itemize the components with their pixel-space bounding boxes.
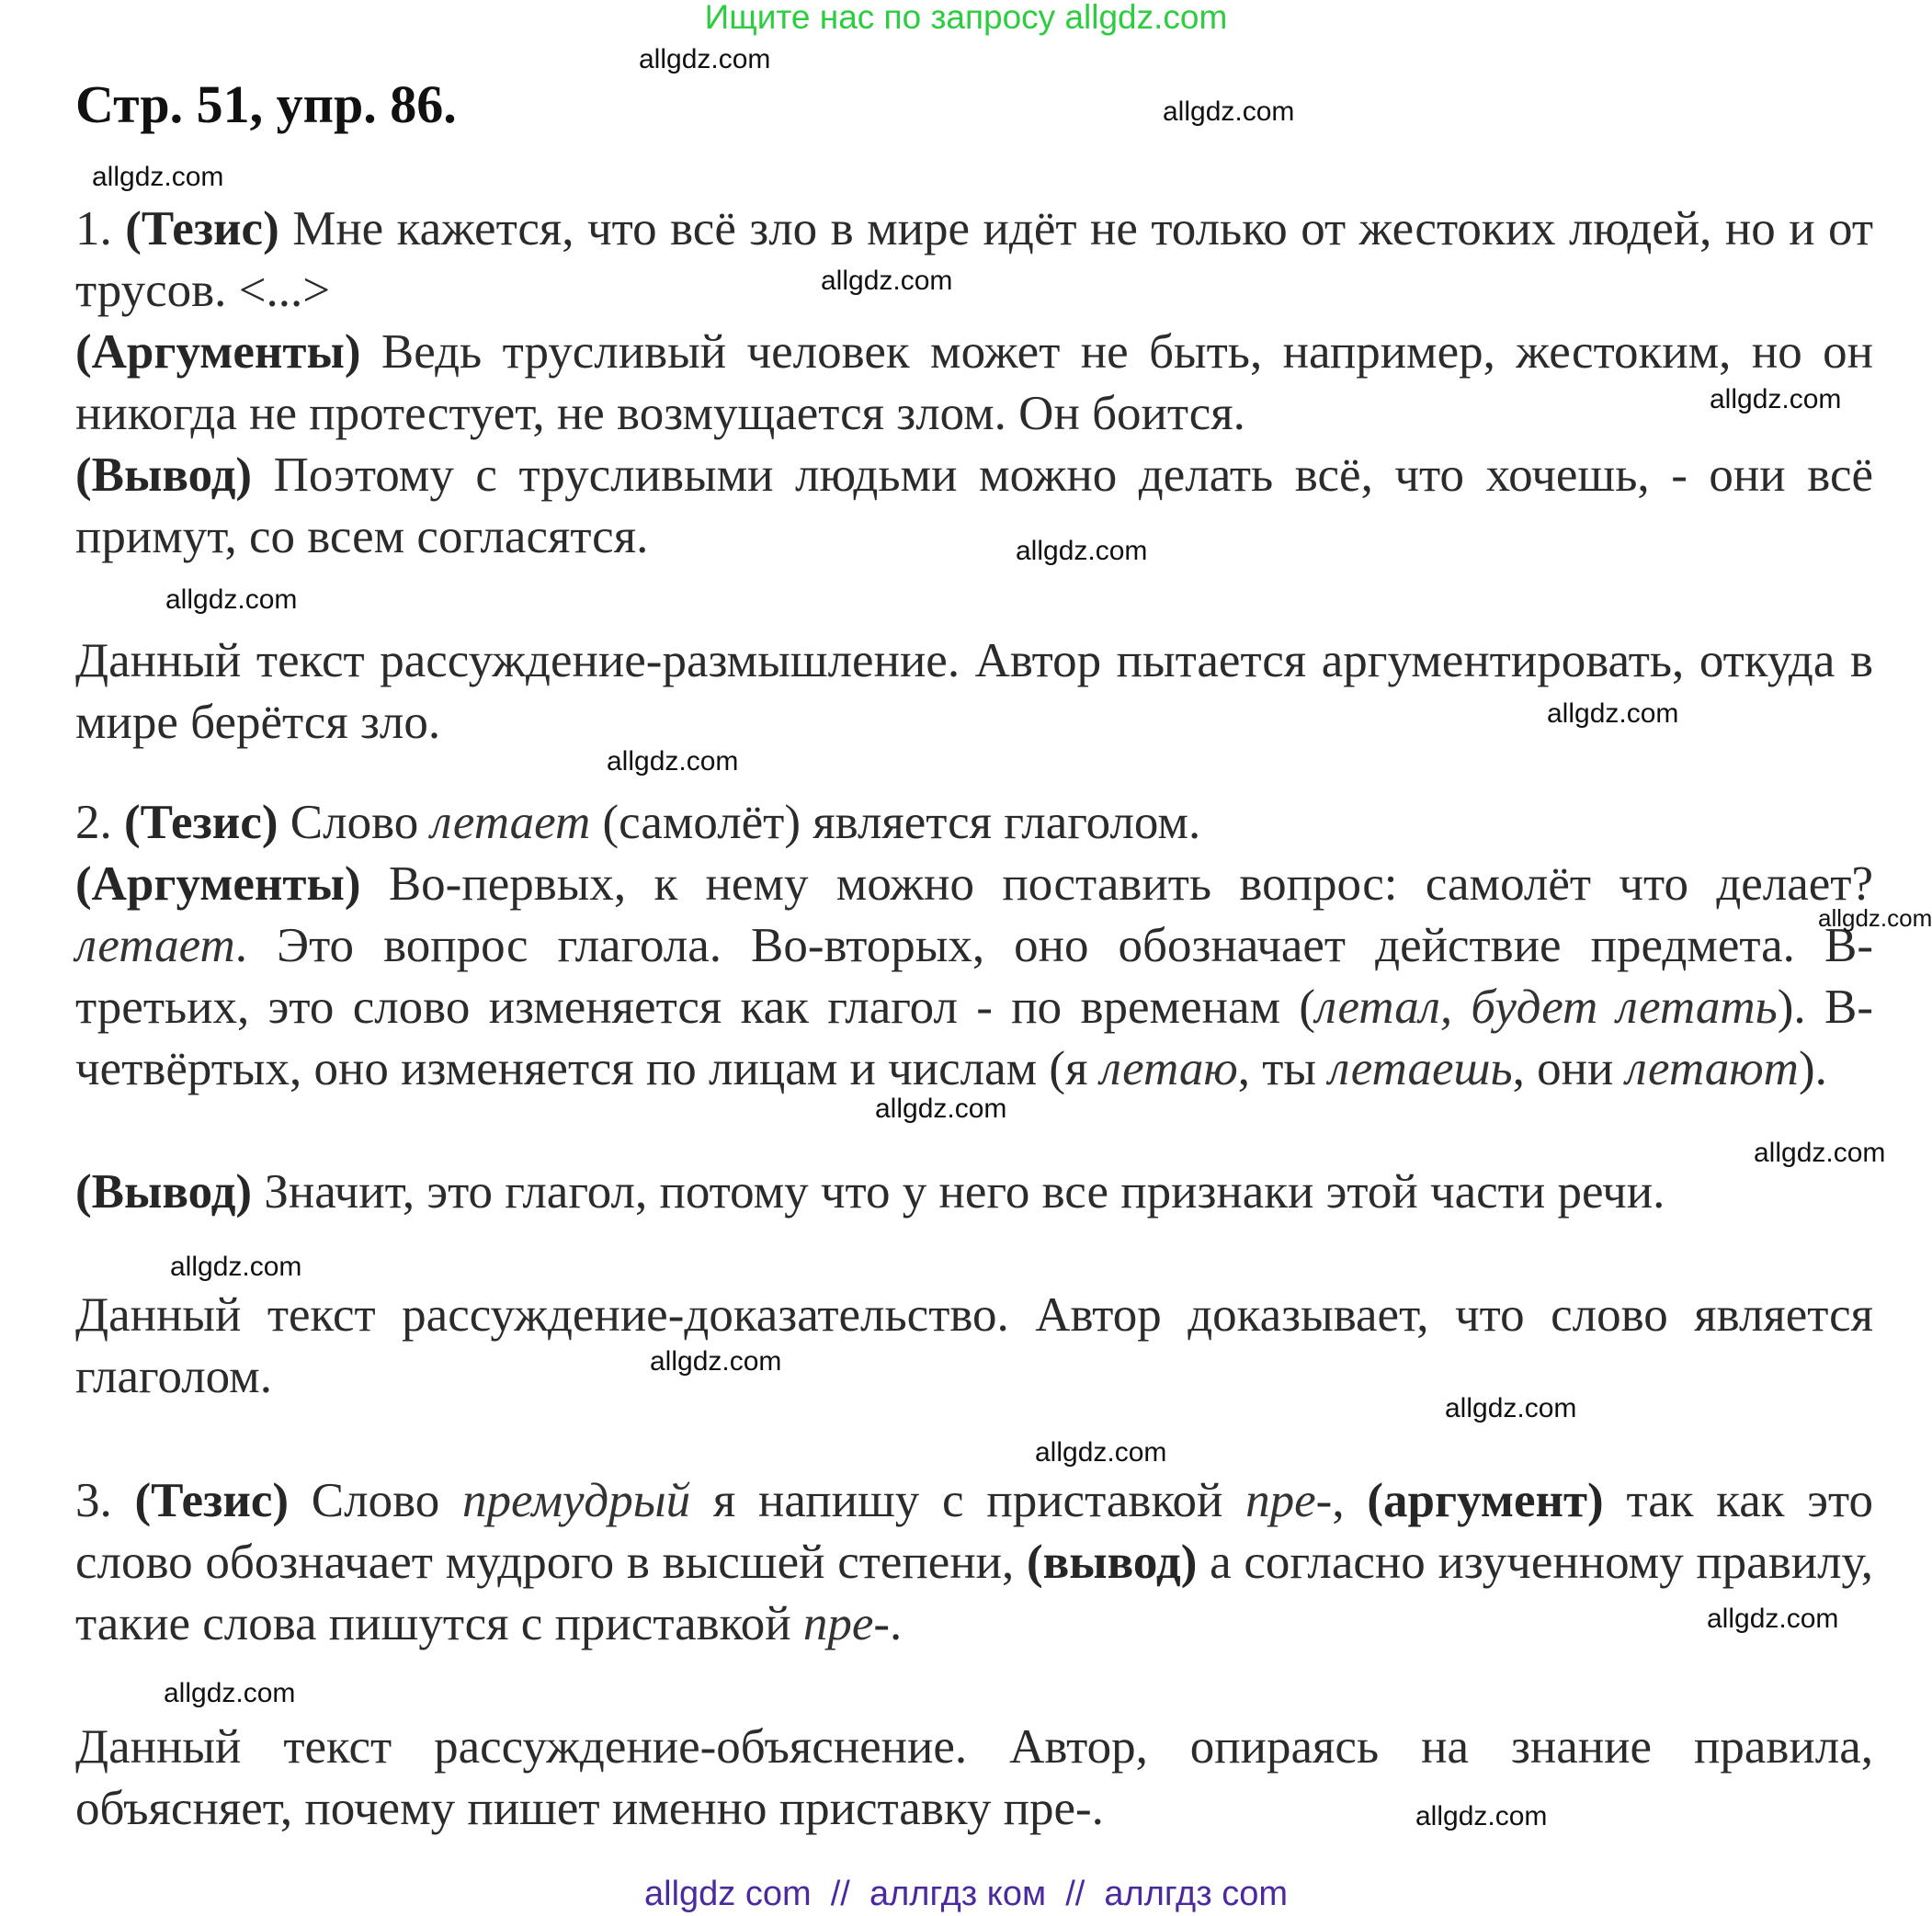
block3-text-4: так как это слово обозначает мудрого в высшей степени, [75, 1474, 1873, 1589]
block3-paragraph [75, 1470, 1873, 1655]
watermark-text: allgdz.com [170, 1252, 302, 1282]
block2-args-text-1: Во-первых, к нему можно поставить вопрос: самолёт что делает? [360, 857, 1873, 911]
watermark-text: allgdz.com [607, 746, 739, 777]
block2-thesis-post: (самолёт) является глаголом. [590, 796, 1201, 849]
watermark-text: allgdz.com [875, 1094, 1007, 1124]
watermark-text: allgdz.com [1415, 1801, 1548, 1831]
block3-number: 3. [75, 1474, 135, 1527]
block3-text-1: Слово [289, 1474, 463, 1527]
block2-number: 2. [75, 796, 124, 849]
footer-links[interactable]: allgdz com // аллгдз ком // аллгдз com [644, 1875, 1288, 1913]
block3-italic-2: пре [1245, 1474, 1316, 1527]
watermark-text: allgdz.com [1163, 96, 1295, 127]
watermark-text: allgdz.com [1754, 1138, 1886, 1168]
watermark-text: allgdz.com [1710, 384, 1842, 414]
block2-thesis-paragraph [75, 792, 1873, 854]
block2-args-italic-5: летают [1625, 1042, 1799, 1095]
block3-italic-1: премудрый [462, 1474, 691, 1527]
block1-arguments-text: Ведь трусливый человек может не быть, например, жестоким, но он никогда не протестует, не возмущается злом. Он боится. [75, 325, 1873, 440]
watermark-text: allgdz.com [639, 44, 771, 74]
block2-conclusion-label: (Вывод) [75, 1165, 253, 1219]
block2-args-text-2: . Это вопрос глагола. Во-вторых, оно обозначает действие предмета. В-третьих, это слово изменяется как глагол - по временам ( [75, 919, 1873, 1034]
block3-text-2: я напишу с приставкой [690, 1474, 1246, 1527]
block3-conclusion-label: (вывод) [1027, 1536, 1198, 1589]
block1-thesis-text: Мне кажется, что всё зло в мире идёт не только от жестоких людей, но и от трусов. <...> [75, 202, 1874, 317]
block3-argument-label: (аргумент) [1367, 1474, 1604, 1527]
watermark-text: allgdz.com [164, 1678, 296, 1708]
block2-thesis-label: (Тезис) [124, 796, 278, 849]
block3-text-3: -, [1315, 1474, 1368, 1527]
block1-conclusion-text: Поэтому с трусливыми людьми можно делать всё, что хочешь, - они всё примут, со всем согласятся. [75, 448, 1873, 563]
block2-arguments-label: (Аргументы) [75, 857, 361, 911]
watermark-text: allgdz.com [1707, 1604, 1839, 1634]
watermark-text: allgdz.com [1547, 698, 1679, 729]
block3-thesis-label: (Тезис) [134, 1474, 290, 1527]
block1-number: 1. [75, 202, 126, 255]
watermark-text: allgdz.com [1818, 904, 1932, 932]
watermark-text: allgdz.com [650, 1346, 782, 1377]
block2-thesis-pre: Слово [278, 796, 431, 849]
block2-args-italic-2: летал, будет летать [1315, 981, 1778, 1034]
watermark-text: allgdz.com [1016, 536, 1148, 566]
watermark-text: allgdz.com [1445, 1393, 1577, 1423]
watermark-text: allgdz.com [165, 584, 298, 615]
block3-italic-3: пре [802, 1597, 874, 1650]
block2-args-italic-3: летаю [1099, 1042, 1238, 1095]
block2-args-text-3: ). В-четвёртых, оно изменяется по лицам и числам (я [75, 981, 1873, 1095]
block2-args-text-6: ). [1798, 1042, 1827, 1095]
block3-summary: Данный текст рассуждение-объяснение. Автор, опираясь на знание правила, объясняет, почему пишет именно приставку пре-. [75, 1720, 1873, 1835]
block1-summary: Данный текст рассуждение-размышление. Автор пытается аргументировать, откуда в мире берётся зло. [75, 634, 1873, 749]
page-title: Стр. 51, упр. 86. [75, 74, 457, 134]
block2-args-text-4: , ты [1237, 1042, 1329, 1095]
block1-arguments-label: (Аргументы) [75, 325, 361, 379]
block2-summary: Данный текст рассуждение-доказательство. Автор доказывает, что слово является глаголом. [75, 1288, 1873, 1403]
block2-arguments-paragraph [75, 854, 1873, 1100]
search-hint-link[interactable]: Ищите нас по запросу allgdz.com [704, 0, 1228, 36]
block1-conclusion-paragraph [75, 445, 1873, 568]
watermark-text: allgdz.com [821, 266, 953, 296]
block3-text-5: а согласно изученному правилу, такие слова пишутся с приставкой [75, 1536, 1873, 1650]
block2-args-italic-1: летает [75, 919, 235, 972]
block1-conclusion-label: (Вывод) [75, 448, 253, 502]
block1-thesis-label: (Тезис) [125, 202, 279, 255]
watermark-text: allgdz.com [1035, 1437, 1167, 1468]
block1-thesis-paragraph [75, 198, 1873, 322]
block2-args-italic-4: летаешь [1328, 1042, 1513, 1095]
block2-conclusion-paragraph [75, 1162, 1873, 1223]
watermark-text: allgdz.com [92, 162, 224, 192]
block2-conclusion-text: Значит, это глагол, потому что у него все признаки этой части речи. [252, 1165, 1665, 1219]
block1-arguments-paragraph [75, 322, 1873, 445]
block3-text-6: -. [873, 1597, 903, 1650]
block2-args-text-5: , они [1512, 1042, 1626, 1095]
block2-thesis-italic: летает [430, 796, 591, 849]
